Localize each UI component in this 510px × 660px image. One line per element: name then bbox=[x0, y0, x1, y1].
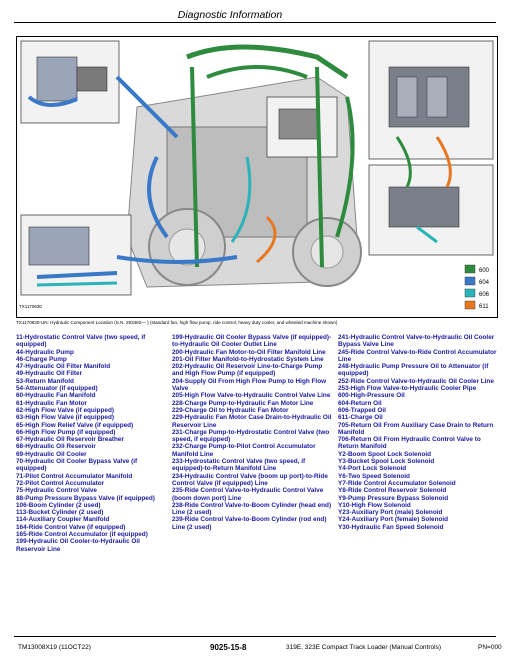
legend-item: Y7-Ride Control Accumulator Solenoid bbox=[338, 479, 456, 487]
footer-manual-title: 319E, 323E Compact Track Loader (Manual Controls) bbox=[286, 644, 441, 651]
legend-column-3 bbox=[338, 334, 498, 531]
legend-item: 165-Ride Control Accumulator (if equipped) bbox=[16, 531, 148, 539]
figure-id: TX1170630 bbox=[19, 304, 42, 309]
legend-item: 70-Hydraulic Oil Cooler Bypass Valve (if equipped) bbox=[16, 458, 138, 473]
legend-item: 60-Hydraulic Fan Manifold bbox=[16, 392, 96, 400]
legend-item: Y24-Auxiliary Port (female) Solenoid bbox=[338, 516, 449, 524]
legend-item: Y6-Two Speed Solenoid bbox=[338, 472, 410, 480]
footer-page-number: 9025-15-8 bbox=[210, 643, 247, 652]
legend-item: 239-Ride Control Valve-to-Boom Cylinder (rod end) Line (2 used) bbox=[172, 516, 327, 531]
legend-item: 66-High Flow Pump (if equipped) bbox=[16, 428, 116, 436]
header-divider bbox=[14, 22, 496, 23]
legend-item: Y9-Pump Pressure Bypass Solenoid bbox=[338, 494, 449, 502]
legend-item: 200-Hydraulic Fan Motor-to-Oil Filter Manifold Line bbox=[172, 348, 326, 356]
legend-item: 604-Return Oil bbox=[338, 399, 382, 407]
legend-item: Y23-Auxiliary Port (male) Solenoid bbox=[338, 509, 443, 517]
legend-item: 201-Oil Filter Manifold-to-Hydrostatic System Line bbox=[172, 355, 324, 363]
legend-item: 44-Hydraulic Pump bbox=[16, 348, 74, 356]
legend-item: Y4-Port Lock Solenoid bbox=[338, 465, 407, 473]
legend-item: Y10-High Flow Solenoid bbox=[338, 501, 411, 509]
page-footer bbox=[0, 636, 510, 660]
legend-item: Y30-Hydraulic Fan Speed Solenoid bbox=[338, 523, 444, 531]
legend-item: Y3-Bucket Spool Lock Solenoid bbox=[338, 458, 435, 466]
legend-item: 252-Ride Control Valve-to-Hydraulic Oil Cooler Line bbox=[338, 377, 494, 385]
legend-item: 611-Charge Oil bbox=[338, 414, 383, 422]
legend-item: 46-Charge Pump bbox=[16, 355, 67, 363]
legend-item: 606-Trapped Oil bbox=[338, 406, 386, 414]
legend-item: 229-Charge Oil to Hydraulic Fan Motor bbox=[172, 406, 289, 414]
legend-item: 62-High Flow Valve (if equipped) bbox=[16, 406, 114, 414]
legend-item: 229-Hydraulic Fan Motor Case Drain-to-Hydraulic Oil Reservoir Line bbox=[172, 414, 332, 429]
legend-item: 205-High Flow Valve-to-Hydraulic Control Valve Line bbox=[172, 392, 331, 400]
color-key-611: 611 bbox=[479, 304, 489, 310]
color-key-606: 606 bbox=[479, 292, 490, 298]
legend-item: 88-Pump Pressure Bypass Valve (if equipped) bbox=[16, 494, 155, 502]
legend-item: 61-Hydraulic Fan Motor bbox=[16, 399, 88, 407]
color-key-604: 604 bbox=[479, 280, 490, 286]
legend-item: 106-Boom Cylinder (2 used) bbox=[16, 501, 101, 509]
legend-item: 199-Hydraulic Oil Cooler Bypass Valve (if equipped)-to-Hydraulic Oil Cooler Outlet Line bbox=[172, 334, 332, 349]
legend-item: 71-Pilot Control Accumulator Manifold bbox=[16, 472, 133, 480]
legend-item: 114-Auxiliary Coupler Manifold bbox=[16, 516, 110, 524]
figure-caption: TX1170630-UN: Hydraulic Component Location (S.N. 293482— ) (standard fan, high flow pump, ride control, heavy duty cooler, and wheeled machine shown) bbox=[16, 320, 338, 325]
legend-item: 233-Hydrostatic Control Valve (two speed, if equipped)-to-Return Manifold Line bbox=[172, 458, 306, 473]
footer-divider bbox=[14, 636, 496, 637]
legend-item: 245-Ride Control Valve-to-Ride Control Accumulator Line bbox=[338, 348, 497, 363]
legend-item: 49-Hydraulic Oil Filter bbox=[16, 370, 83, 378]
legend-item: 65-High Flow Relief Valve (if equipped) bbox=[16, 421, 134, 429]
legend-item: 69-Hydraulic Oil Cooler bbox=[16, 450, 87, 458]
page-header bbox=[0, 0, 510, 24]
legend-item: 47-Hydraulic Oil Filter Manifold bbox=[16, 363, 111, 371]
legend-item: Y2-Boom Spool Lock Solenoid bbox=[338, 450, 432, 458]
legend-item: 53-Return Manifold bbox=[16, 377, 74, 385]
footer-pn: PN=000 bbox=[478, 644, 502, 651]
legend-item: 238-Ride Control Valve-to-Boom Cylinder (head end) Line (2 used) bbox=[172, 501, 332, 517]
legend-item: 199-Hydraulic Oil Cooler-to-Hydraulic Oil Reservoir Line bbox=[16, 538, 140, 553]
legend-item: 232-Charge Pump-to-Pilot Control Accumulator Manifold Line bbox=[172, 443, 316, 458]
hydraulic-component-illustration bbox=[16, 36, 498, 318]
legend-item: Y8-Ride Control Reservoir Solenoid bbox=[338, 487, 447, 495]
legend-item: 235-Ride Control Valve-to-Hydraulic Control Valve (boom down port) Line bbox=[172, 487, 324, 502]
footer-manual-id: TM13008X19 (11OCT22) bbox=[18, 644, 91, 651]
legend-item: 241-Hydraulic Control Valve-to-Hydraulic Oil Cooler Bypass Valve Line bbox=[338, 334, 495, 349]
legend-item: 228-Charge Pump-to-Hydraulic Fan Motor Line bbox=[172, 399, 314, 407]
legend-column-1 bbox=[16, 334, 168, 553]
legend-item: 202-Hydraulic Oil Reservoir Line-to-Charge Pump and High Flow Pump (if equipped) bbox=[172, 363, 323, 378]
legend-item: 706-Return Oil From Hydraulic Control Valve to Return Manifold bbox=[338, 436, 481, 451]
legend-item: 67-Hydraulic Oil Reservoir Breather bbox=[16, 436, 124, 444]
legend-item: 248-Hydraulic Pump Pressure Oil to Attenuator (if equipped) bbox=[338, 363, 489, 378]
legend-item: 63-High Flow Valve (if equipped) bbox=[16, 414, 114, 422]
legend-item: 164-Ride Control Valve (if equipped) bbox=[16, 523, 126, 531]
legend-item: 113-Bucket Cylinder (2 used) bbox=[16, 509, 104, 517]
legend-item: 234-Hydraulic Control Valve (boom up port)-to-Ride Control Valve (if equipped) Line bbox=[172, 472, 328, 487]
legend-item: 600-High-Pressure Oil bbox=[338, 392, 405, 400]
illustration-drawing bbox=[17, 37, 497, 317]
color-key-600: 600 bbox=[479, 268, 490, 274]
legend-item: 231-Charge Pump-to-Hydrostatic Control Valve (two speed, if equipped) bbox=[172, 428, 330, 444]
legend-item: 54-Attenuator (if equipped) bbox=[16, 385, 98, 393]
page-title: Diagnostic Information bbox=[177, 9, 283, 21]
legend-item: 253-High Flow Valve-to-Hydraulic Cooler Pipe bbox=[338, 385, 477, 393]
legend-item: 72-Pilot Control Accumulator bbox=[16, 479, 105, 487]
legend-column-2 bbox=[172, 334, 334, 531]
legend-item: 68-Hydraulic Oil Reservoir bbox=[16, 443, 96, 451]
legend-item: 11-Hydrostatic Control Valve (two speed, if equipped) bbox=[16, 334, 146, 349]
legend-item: 204-Supply Oil From High Flow Pump to High Flow Valve bbox=[172, 377, 327, 393]
legend-item: 75-Hydraulic Control Valve bbox=[16, 487, 97, 495]
legend-item: 705-Return Oil From Auxiliary Case Drain to Return Manifold bbox=[338, 421, 494, 436]
